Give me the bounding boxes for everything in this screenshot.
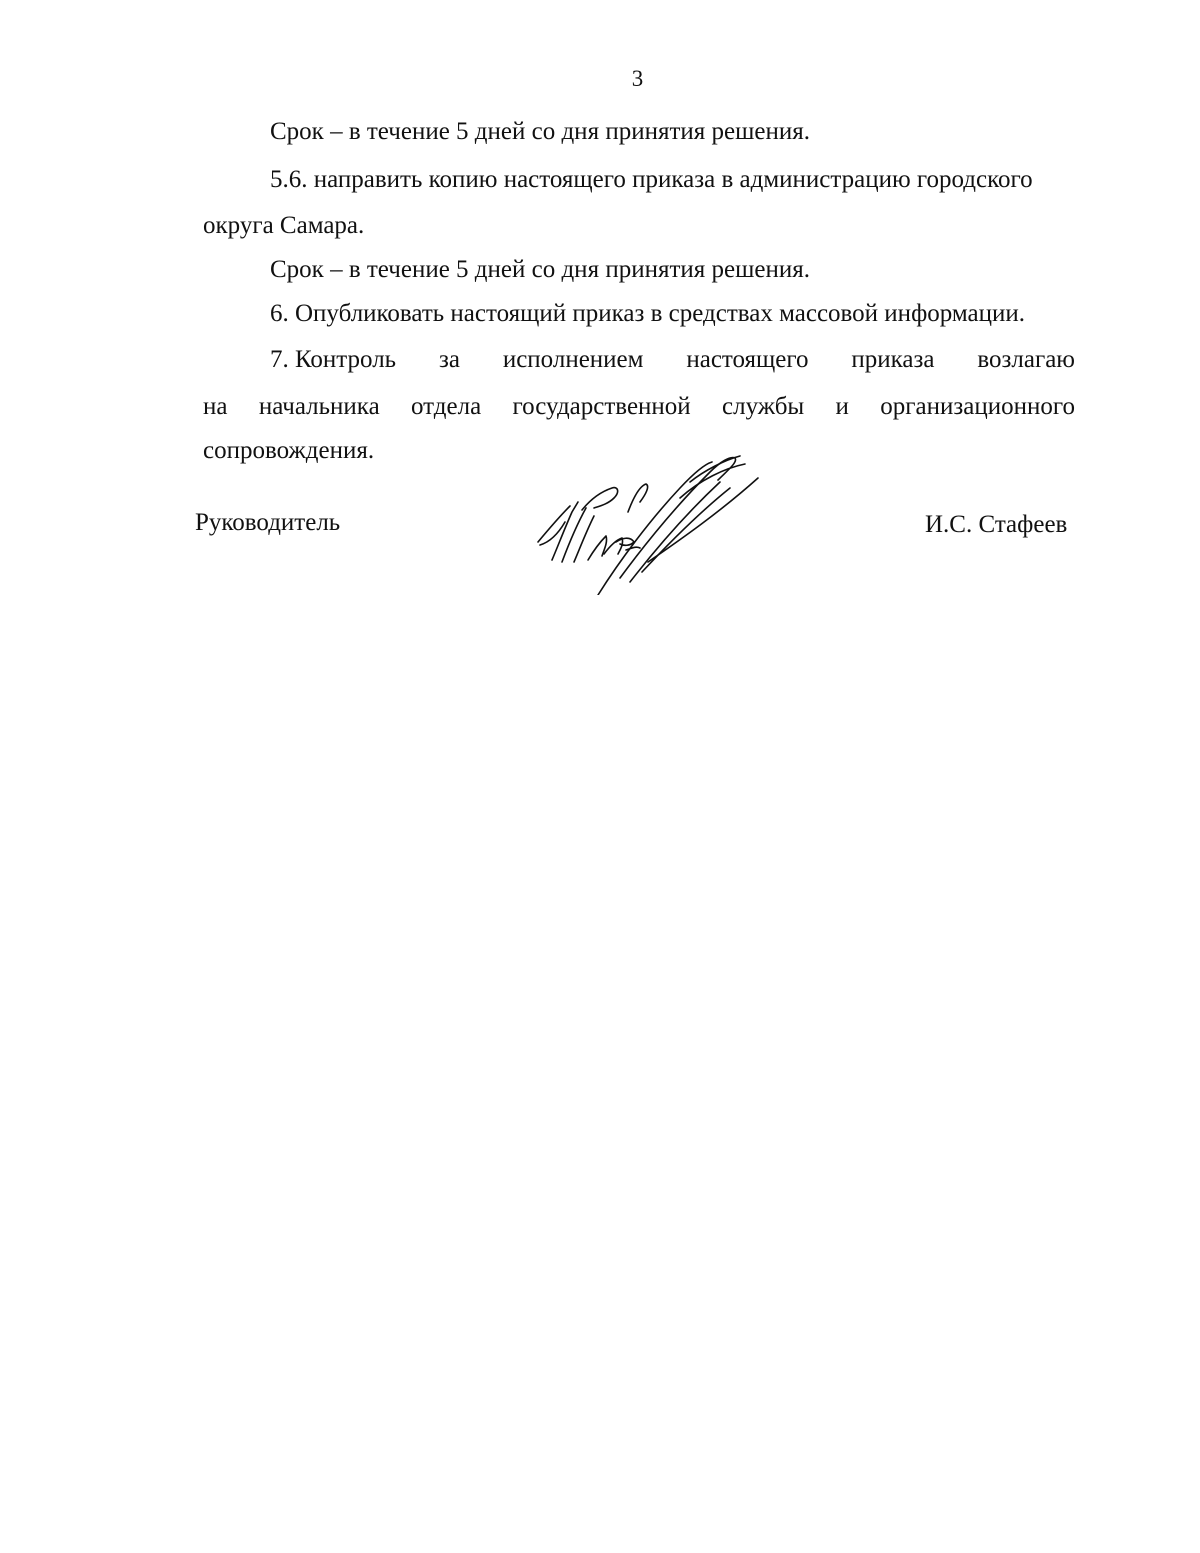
- deadline-line-1: Срок – в течение 5 дней со дня принятия решения.: [270, 118, 810, 145]
- word: возлагаю: [977, 346, 1075, 373]
- word: отдела: [411, 393, 482, 420]
- word: службы: [722, 393, 805, 420]
- handwritten-signature-icon: [530, 450, 770, 595]
- item-7-line-3: сопровождения.: [203, 437, 375, 464]
- word: государственной: [512, 393, 691, 420]
- signatory-name: И.С. Стафеев: [925, 511, 1068, 538]
- item-5-6-line-1: 5.6. направить копию настоящего приказа в администрацию городского: [270, 166, 1033, 193]
- signatory-role: Руководитель: [195, 509, 341, 536]
- deadline-line-2: Срок – в течение 5 дней со дня принятия решения.: [270, 256, 810, 283]
- word: начальника: [258, 393, 380, 420]
- word: на: [203, 393, 228, 420]
- item-7-line-1: [270, 344, 1075, 376]
- item-7-line-2: [203, 391, 1075, 423]
- word: организационного: [880, 393, 1075, 420]
- page-number: 3: [631, 66, 644, 91]
- word: 7. Контроль: [270, 346, 397, 373]
- item-6-line: 6. Опубликовать настоящий приказ в средствах массовой информации.: [270, 300, 1026, 327]
- word: за: [438, 346, 460, 373]
- item-5-6-line-2: округа Самара.: [203, 212, 365, 239]
- word: исполнением: [502, 346, 644, 373]
- word: приказа: [851, 346, 935, 373]
- word: и: [835, 393, 849, 420]
- word: настоящего: [686, 346, 809, 373]
